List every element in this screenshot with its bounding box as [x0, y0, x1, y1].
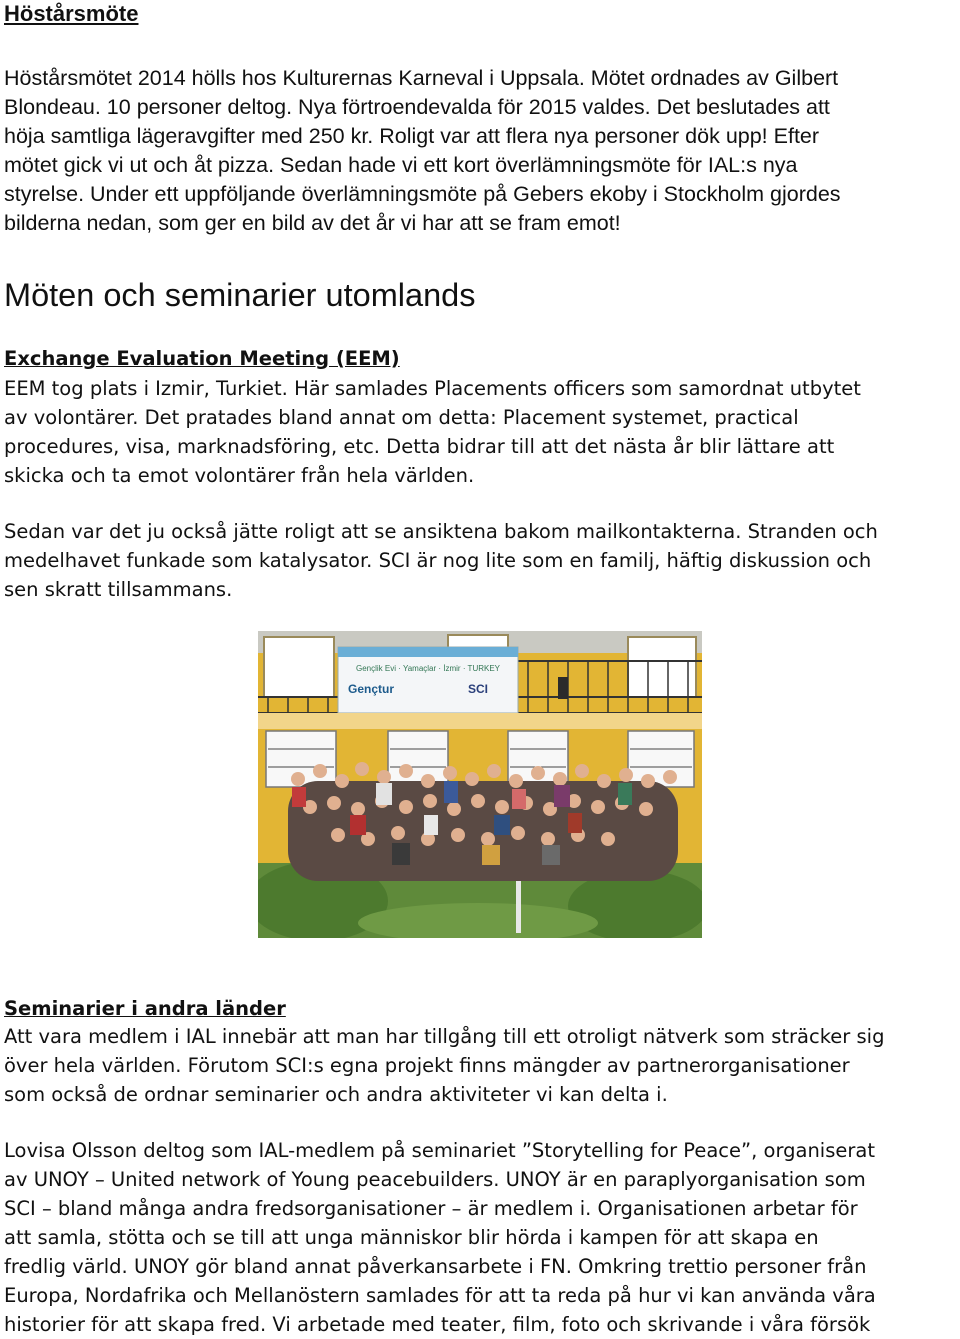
text-line: Europa, Nordafrika och Mellanöstern samlades för att ta reda på hur vi kan använda våra [4, 1284, 876, 1307]
text-line: SCI – bland många andra fredsorganisationer – är medlem i. Organisationen arbetar för [4, 1197, 858, 1220]
text-line: procedures, visa, marknadsföring, etc. Detta bidrar till att det nästa år blir lättare att [4, 435, 835, 458]
text-line: mötet gick vi ut och åt pizza. Sedan hade vi ett kort överlämningsmöte för IAL:s nya [4, 153, 798, 177]
text-line: Blondeau. 10 personer deltog. Nya förtroendevalda för 2015 valdes. Det beslutades att [4, 95, 830, 119]
section-heading: Möten och seminarier utomlands [4, 277, 476, 313]
text-line: historier för att skapa fred. Vi arbetade med teater, film, foto och skrivande i våra försök [4, 1313, 871, 1336]
banner-text: Gençlik Evi · Yamaçlar · İzmir · TURKEY [355, 664, 501, 673]
sci-logo: SCI [468, 682, 489, 696]
text-line: Höstårsmötet 2014 hölls hos Kulturernas Karneval i Uppsala. Mötet ordnades av Gilbert [4, 66, 839, 90]
text-line: Sedan var det ju också jätte roligt att se ansiktena bakom mailkontakterna. Stranden och [4, 520, 878, 543]
text-line: som också de ordnar seminarier och andra aktiviteter vi kan delta i. [4, 1083, 668, 1106]
lovisa-paragraph [4, 1136, 876, 1339]
eem-paragraph [4, 374, 861, 490]
text-line: Att vara medlem i IAL innebär att man har tillgång till ett otroligt nätverk som sträcker sig [4, 1025, 885, 1048]
text-line: fredlig värld. UNOY gör bland annat påverkansarbete i FN. Omkring trettio personer från [4, 1255, 867, 1278]
text-line: höja samtliga lägeravgifter med 250 kr. Roligt var att flera nya personer dök upp! Efter [4, 124, 820, 148]
text-line: skicka och ta emot volontärer från hela världen. [4, 464, 475, 487]
text-line: styrelse. Under ett uppföljande överlämningsmöte på Gebers ekoby i Stockholm gjordes [4, 182, 841, 206]
text-line: sen skratt tillsammans. [4, 578, 233, 601]
text-line: bilderna nedan, som ger en bild av det år vi har att se fram emot! [4, 211, 621, 235]
intro-paragraph [4, 64, 956, 238]
group-photo [258, 631, 702, 938]
page-title: Höstårsmöte [4, 1, 139, 26]
text-line: att samla, stötta och se till att unga människor blir hörda i kampen för att skapa en [4, 1226, 819, 1249]
eem-followup-paragraph [4, 517, 878, 604]
text-line: medelhavet funkade som katalysator. SCI är nog lite som en familj, häftig diskussion och [4, 549, 872, 572]
group-photo-illustration [258, 631, 702, 938]
text-line: Lovisa Olsson deltog som IAL-medlem på seminariet ”Storytelling for Peace”, organiserat [4, 1139, 875, 1162]
gencatur-logo: Gençtur [348, 682, 395, 696]
seminars-paragraph [4, 1022, 884, 1109]
text-line: över hela världen. Förutom SCI:s egna projekt finns mängder av partnerorganisationer [4, 1054, 850, 1077]
text-line: EEM tog plats i Izmir, Turkiet. Här samlades Placements officers som samordnat utbytet [4, 377, 861, 400]
text-line: av UNOY – United network of Young peacebuilders. UNOY är en paraplyorganisation som [4, 1168, 866, 1191]
eem-heading: Exchange Evaluation Meeting (EEM) [4, 347, 400, 370]
text-line: av volontärer. Det pratades bland annat om detta: Placement systemet, practical [4, 406, 799, 429]
seminars-heading: Seminarier i andra länder [4, 997, 286, 1020]
